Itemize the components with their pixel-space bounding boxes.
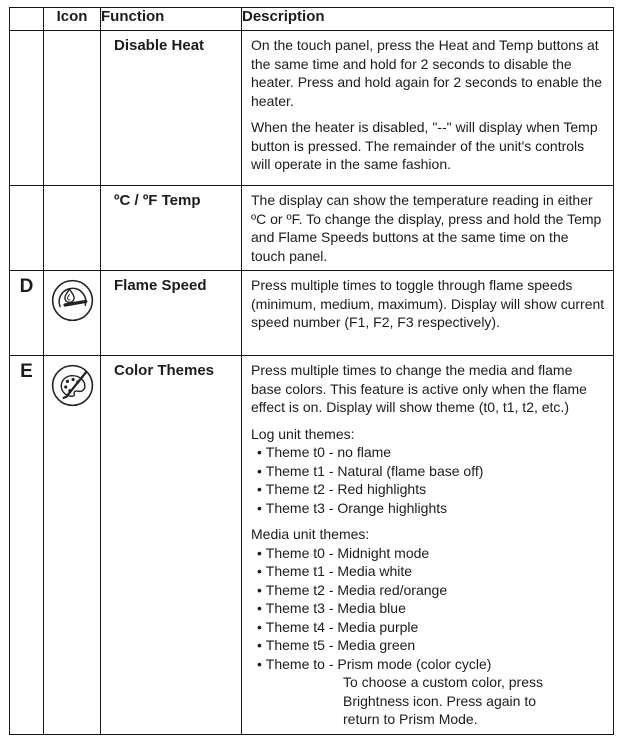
media-themes-heading: Media unit themes: [251,526,370,542]
log-themes-heading: Log unit themes: [251,425,355,442]
list-item: • Theme to - Prism mode (color cycle) [251,655,606,674]
log-themes-section [251,425,606,518]
list-item: • Theme t1 - Media white [251,562,606,581]
description-cell [242,356,614,735]
list-item: • Theme t3 - Media blue [251,599,606,618]
list-item: • Theme t0 - Midnight mode [251,544,606,563]
function-label: ºC / ºF Temp [101,186,242,271]
row-letter: E [10,356,44,735]
description-paragraph: Press multiple times to change the media and flame base colors. This feature is active only when the flame effect is on. Display will show theme (t0, t1, t2, etc.) [251,362,587,415]
function-label: Flame Speed [101,271,242,356]
row-letter [10,186,44,271]
description-paragraph: On the touch panel, press the Heat and Temp buttons at the same time and hold for 2 seconds to disable the heater. Press and hold again for 2 seconds to enable the heater. [251,37,603,109]
row-icon-cell [44,186,101,271]
list-item: • Theme t3 - Orange highlights [251,499,606,518]
media-themes-section [251,525,606,729]
header-icon: Icon [44,8,101,31]
row-icon-cell [44,271,101,356]
table-row-color-themes [10,356,614,735]
description-paragraph: When the heater is disabled, "--" will display when Temp button is pressed. The remainder of the unit's controls will operate in the same fashion. [251,119,598,172]
row-icon-cell [44,31,101,186]
header-description: Description [242,8,614,31]
header-letter-cell [10,8,44,31]
list-item: • Theme t5 - Media green [251,636,606,655]
palette-brush-icon [44,363,100,408]
flame-speed-gauge-icon [44,278,100,323]
table-row-temp-units [10,186,614,271]
table-row-disable-heat [10,31,614,186]
description-paragraph: Press multiple times to toggle through flame speeds (minimum, medium, maximum). Display will show current speed number (F1, F2, F3 respectively). [251,277,605,330]
header-row [10,8,614,31]
row-icon-cell [44,356,101,735]
row-letter [10,31,44,186]
description-cell [242,31,614,186]
row-letter: D [10,271,44,356]
list-item: • Theme t2 - Media red/orange [251,581,606,600]
list-item: • Theme t0 - no flame [251,443,606,462]
description-cell [242,271,614,356]
description-cell [242,186,614,271]
description-paragraph: The display can show the temperature reading in either ºC or ºF. To change the display, press and hold the Temp and Flame Speeds buttons at the same time on the touch panel. [251,192,602,264]
list-item: • Theme t1 - Natural (flame base off) [251,462,606,481]
header-function: Function [101,8,242,31]
function-table [9,7,614,735]
prism-mode-note: To choose a custom color, press Brightness icon. Press again to return to Prism Mode. [343,674,543,727]
function-label: Disable Heat [101,31,242,186]
list-item: • Theme t2 - Red highlights [251,480,606,499]
table-row-flame-speed [10,271,614,356]
list-item: • Theme t4 - Media purple [251,618,606,637]
function-label: Color Themes [101,356,242,735]
